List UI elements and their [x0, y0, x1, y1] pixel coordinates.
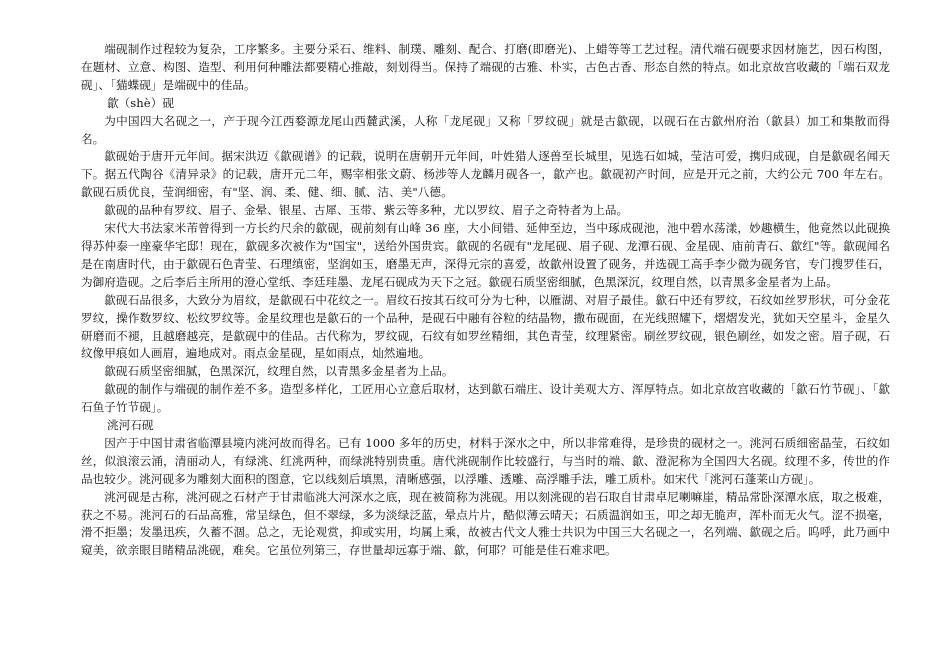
paragraph-she-quality: 歙砚石质坚密细腻，色黑深沉，纹理自然，以青黑多金星者为上品。: [104, 364, 454, 379]
paragraph-duan-craft: 端砚制作过程较为复杂，工序繁多。主要分采石、维料、制璞、雕刻、配合、打磨(即磨光)、上蜡等等工艺过程。清代端石砚要求因材施艺，因石构图，在题材、立意、构图、造型、利用何种雕法都要精心推敲，刻划得当。保持了端砚的古雅、朴实，古色古香、形态自然的特点。如北京故宫收藏的「端石双龙砚」、「猫蝶砚」是端砚中的佳品。: [81, 42, 890, 92]
paragraph-she-craft: 歙砚的制作与端砚的制作差不多。造型多样化，工匠用心立意后取材，达到歙石端庄、设计美观大方、浑厚特点。如北京故宫收藏的「歙石竹节砚」、「歙石鱼子竹节砚」。: [81, 382, 890, 415]
paragraph-she-mi-fu: 宋代大书法家米芾曾得到一方长约尺余的歙砚，砚前刻有山峰 36 座，大小间错、延伸至边，当中琢成砚池，池中碧水荡漾，妙趣横生，他竟然以此砚换得苏仲泰一座豪华宅邸！现在，歙砚多次被作为"国宝"，送给外国贵宾。歙砚的名砚有"龙尾砚、眉子砚、龙潭石砚、金星砚、庙前青石、歙红"等。歙砚闻名是在南唐时代，由于歙砚石色青莹、石理缜密，坚润如玉，磨墨无声，深得元宗的喜爱，故歙州设置了砚务，并选砚工高手李少微为砚务官，专门搜罗佳石，为御府造砚。之后李后主所用的澄心堂纸、李廷珪墨、龙尾石砚成为天下之冠。歙砚石质坚密细腻，色黑深沉，纹理自然，以青黑多金星者为上品。: [81, 221, 890, 289]
paragraph-she-history: 歙砚始于唐开元年间。据宋洪迈《歙砚谱》的记载，说明在唐朝开元年间，叶姓猎人逐兽至长城里，见选石如城，莹洁可爱，携归成砚，自是歙砚名闻天下。据五代陶谷《清异录》的记载，唐开元二年，赐宰相张文蔚、杨涉等人龙麟月砚各一，歙产也。歙砚初产时间，应是开元之前，大约公元 700 年左右。歙砚石质优良，莹润细密，有"坚、润、柔、健、细、腻、洁、美"八德。: [81, 149, 890, 200]
paragraph-taohe-intro: 因产于中国甘肃省临潭县境内洮河故而得名。已有 1000 多年的历史，材料于深水之中，所以非常难得，是珍贵的砚材之一。洮河石质细密晶莹，石纹如丝，似浪滚云涌，清丽动人，有绿洮、红洮两种，而绿洮特别贵重。唐代洮砚制作比较盛行，与当时的端、歙、澄泥称为全国四大名砚。纹理不多，传世的作品也较少。洮河砚多为雕刻大面积的图意，它以线刻后填黑，清晰感强，以浮雕、透雕、高浮雕手法，雕工质朴。如宋代「洮河石蓬莱山方砚」。: [81, 435, 890, 486]
paragraph-she-intro: 为中国四大名砚之一，产于现今江西婺源龙尾山西麓武溪，人称「龙尾砚」又称「罗纹砚」就是古歙砚，以砚石在古歙州府治（歙县）加工和集散而得名。: [81, 113, 890, 146]
section-heading-she-inkstone: 歙（shè）砚: [107, 95, 175, 110]
paragraph-she-varieties: 歙砚的品种有罗纹、眉子、金晕、银星、古犀、玉带、紫云等多种，尤以罗纹、眉子之奇特者为上品。: [104, 203, 629, 218]
paragraph-taohe-detail: 洮河砚是古称，洮河砚之石材产于甘肃临洮大河深水之底，现在被简称为洮砚。用以刻洮砚的岩石取自甘肃卓尼喇嘛崖，精品常卧深潭水底，取之极难，获之不易。洮河石的石品高雅，常呈绿色，但不翠绿，多为淡绿泛蓝，晕点片片，酷似薄云晴天；石质温润如玉，叩之却无脆声，浑朴而无火气。涩不损毫，滑不拒墨；发墨迅疾，久蓄不涸。总之，无论观赏，抑或实用，均属上乘，故被古代文人雅士共识为中国三大名砚之一，名列端、歙砚之后。呜呼，此乃画中窥美，欲亲眼目睹精品洮砚，难矣。它虽位列第三，存世量却远寡于端、歙，何耶？可能是佳石难求吧。: [81, 489, 890, 558]
section-heading-taohe-inkstone: 洮河石砚: [107, 418, 154, 433]
paragraph-she-patterns: 歙砚石品很多，大致分为眉纹，是歙砚石中花纹之一。眉纹石按其石纹可分为七种，以雁湖、对眉子最佳。歙石中还有罗纹，石纹如丝罗形状，可分金花罗纹，操作数罗纹、松纹罗纹等。金星纹理也是歙石的一个品种，是砚石中融有谷粒的结晶物，撒布砚面，在光线照耀下，熠熠发光，犹如天空星斗，金星久研磨而不褪，且越磨越亮，是歙砚中的佳品。古代称为，罗纹砚，石纹有如罗丝精细，其色青莹，纹理紧密。刷丝罗纹砚，银色刷丝，如发之密。眉子砚，石纹像甲痕如人画眉，遍地成对。雨点金星砚，星如雨点，灿然遍地。: [81, 292, 890, 361]
